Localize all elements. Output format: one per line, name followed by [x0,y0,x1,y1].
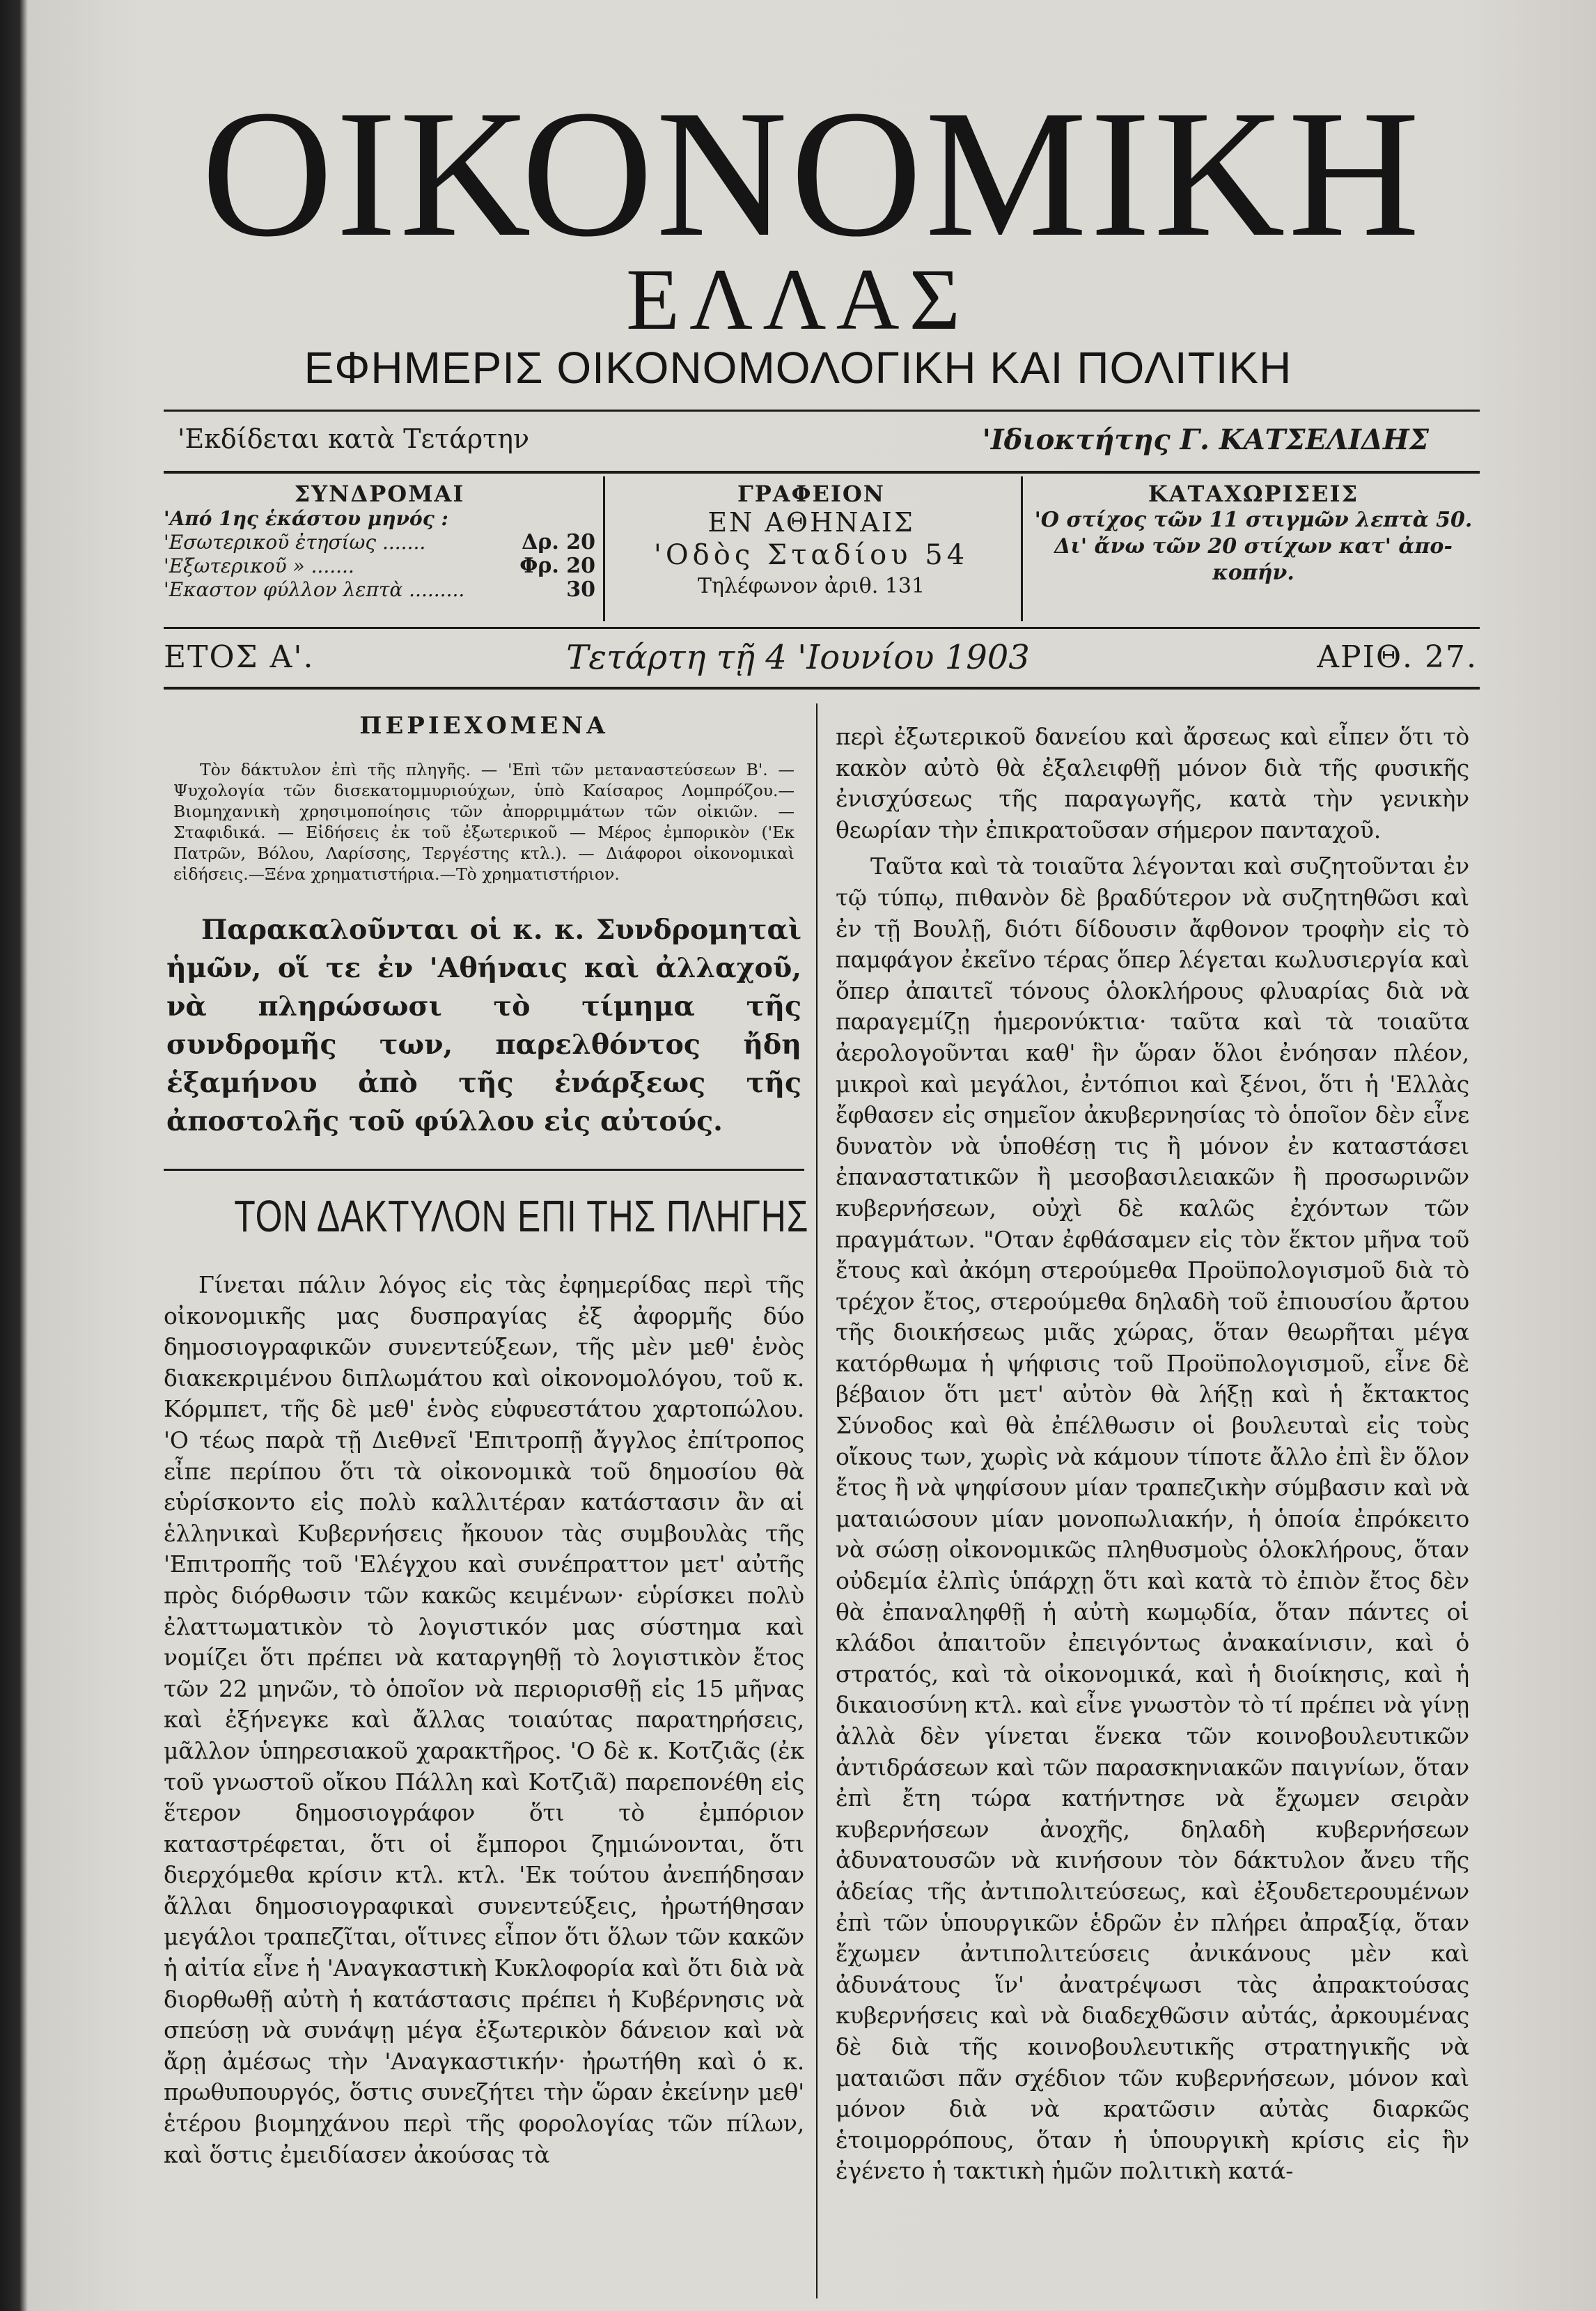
article-paragraph: περὶ ἐξωτερικοῦ δανείου καὶ ἄρσεως καὶ εἶπεν ὅτι τὸ κακὸν αὐτὸ θὰ ἐξαλειφθῇ μόνον διὰ τῆς φυσικῆς ἐνισχύσεως τῆς παραγωγῆς, κατὰ τὴν γενικὴν θεωρίαν τὴν ἐπικρατοῦσαν σήμερον πανταχοῦ. [836,723,1469,843]
contents-list: Τὸν δάκτυλον ἐπὶ τῆς πληγῆς. — 'Επὶ τῶν μεταναστεύσεων Β'. — Ψυχολογία τῶν δισεκατομμυριούχων, ὑπὸ Καίσαρος Λομπρόζου.—Βιομηχανικὴ χρησιμοποίησις τῶν ἀπορριμμάτων τῶν οἰκιῶν. — Σταφιδικά. — Εἰδήσεις ἐκ τοῦ ἐξωτερικοῦ — Μέρος ἐμπορικὸν ('Εκ Πατρῶν, Βόλου, Λαρίσσης, Τεργέστης κτλ.). — Διάφοροι οἰκονομικαὶ εἰδήσεις.—Ξένα χρηματιστήρια.—Τὸ χρηματιστήριον. [173,760,795,884]
article-paragraph: Γίνεται πάλιν λόγος εἰς τὰς ἐφημερίδας περὶ τῆς οἰκονομικῆς μας δυσπραγίας ἐξ ἀφορμῆς δύο δημοσιογραφικῶν συνεντεύξεων, τῆς μὲν μεθ' ἑνὸς διακεκριμένου διπλωμάτου καὶ οἰκονομολόγου, τοῦ κ. Κόρμπετ, τῆς δὲ μεθ' ἑνὸς εὐφυεστάτου χαρτοπώλου. 'Ο τέως παρὰ τῇ Διεθνεῖ 'Επιτροπῇ ἄγγλος ἐπίτροπος εἶπε περίπου ὅτι τὰ οἰκονομικὰ τοῦ δημοσίου θὰ εὑρίσκοντο εἰς πολὺ καλλιτέραν κατάστασιν ἂν αἱ ἑλληνικαὶ Κυβερνήσεις ἤκουον τὰς συμβουλὰς τῆς 'Επιτροπῆς τοῦ 'Ελέγχου καὶ συνέπραττον μετ' αὐτῆς πρὸς διόρθωσιν τῶν κακῶς κειμένων· εὑρίσκει πολὺ ἐλαττωματικὸν τὸ λογιστικόν μας σύστημα καὶ νομίζει ὅτι πρέπει νὰ καταργηθῇ τὸ λογιστικὸν ἔτος τῶν 22 μηνῶν, τὸ ὁποῖον νὰ περιορισθῇ εἰς 15 μῆνας καὶ ἐξήνεγκε καὶ ἄλλας τοιαύτας παρατηρήσεις, μᾶλλον ὑπηρεσιακοῦ χαρακτῆρος. 'Ο δὲ κ. Κοτζιᾶς (ἐκ τοῦ γνωστοῦ οἴκου Πάλλη καὶ Κοτζιᾶ) παρεπονέθη εἰς ἕτερον δημοσιογράφον ὅτι τὸ ἐμπόριον καταστρέφεται, ὅτι οἱ ἔμποροι ζημιώνονται, ὅτι διερχόμεθα κρίσιν κτλ. κτλ. 'Εκ τούτου ἀνεπήδησαν ἄλλαι δημοσιογραφικαὶ συνεντεύξεις, ἠρωτήθησαν μεγάλοι τραπεζῖται, οἵτινες εἶπον ὅτι ὅλων τῶν κακῶν ἡ αἰτία εἶνε ἡ 'Αναγκαστικὴ Κυκλοφορία καὶ ὅτι διὰ νὰ διορθωθῇ αὐτὴ ἡ κατάστασις πρέπει ἡ Κυβέρνησις νὰ σπεύσῃ νὰ συνάψῃ μέγα ἐξωτερικὸν δάνειον καὶ νὰ ἄρῃ ἀμέσως τὴν 'Αναγκαστικήν· ἠρωτήθη καὶ ὁ κ. πρωθυπουργός, ὅστις συνεζήτει τὴν ὥραν ἐκείνην μεθ' ἑτέρου βιομηχάνου περὶ τῆς φορολογίας τῶν πίλων, καὶ ὅστις ἐμειδίασεν ἀκούσας τὰ [164,1271,804,2168]
box-divider [1021,476,1023,621]
subscriptions-heading: ΣΥΝΔΡΟΜΑΙ [294,481,465,507]
office-heading: ΓΡΑΦΕΙΟΝ [737,481,885,507]
issue-number: ΑΡΙΘ. 27. [1317,639,1478,675]
subscription-label: 'Εκαστον φύλλον λεπτὰ ......... [164,578,465,601]
publication-owner: 'Ιδιοκτήτης Γ. ΚΑΤΣΕΛΙΔΗΣ [982,423,1429,456]
issue-year: ΕΤΟΣ Α'. [164,639,315,675]
ads-discount-cont: κοπήν. [1212,561,1294,585]
masthead-subtitle: ΕΛΛΑΣ [625,251,971,348]
left-column [164,712,809,2170]
masthead-tagline: ΕΦΗΜΕΡΙΣ ΟΙΚΟΝΟΜΟΛΟΓΙΚΗ ΚΑΙ ΠΟΛΙΤΙΚΗ [304,343,1292,393]
ads-rate: 'Ο στίχος τῶν 11 στιγμῶν λεπτὰ 50. [1034,508,1473,532]
subscriber-notice: Παρακαλοῦνται οἱ κ. κ. Συνδρομηταὶ ἡμῶν, οἵ τε ἐν 'Αθήναις καὶ ἀλλαχοῦ, νὰ πληρώσωσι τὸ τίμημα τῆς συνδρομῆς των, παρελθόντος ἤδη ἑξαμήνου ἀπὸ τῆς ἐνάρξεως τῆς ἀποστολῆς τοῦ φύλλου εἰς αὐτούς. [166,914,801,1137]
subscription-price: 30 [566,577,595,602]
subscription-price: Δρ. 20 [522,530,595,554]
header-rule-bottom [164,687,1480,690]
subscription-label: 'Εξωτερικοῦ » ....... [164,554,354,577]
article-title: ΤΟΝ ΔΑΚΤΥΛΟΝ ΕΠΙ ΤΗΣ ΠΛΗΓΗΣ [234,1191,809,1241]
ads-heading: ΚΑΤΑΧΩΡΙΣΕΙΣ [1148,481,1359,507]
office-phone: Τηλέφωνον ἀριθ. 131 [697,574,925,598]
office-city: ΕΝ ΑΘΗΝΑΙΣ [707,507,915,538]
box-divider [603,476,605,621]
article-paragraph: Ταῦτα καὶ τὰ τοιαῦτα λέγονται καὶ συζητοῦνται ἐν τῷ τύπῳ, πιθανὸν δὲ βραδύτερον νὰ συζητηθῶσι καὶ ἐν τῇ Βουλῇ, διότι δίδουσιν ἄφθονον τροφὴν εἰς τὸ παμφάγον ἐκεῖνο τέρας ὅπερ λέγεται κωλυσιεργία καὶ ὅπερ ἀπαιτεῖ τόνους ὁλοκλήρους φλυαρίας διὰ νὰ παραγεμίζῃ ἡμερονύκτια· ταῦτα καὶ τὰ τοιαῦτα ἀερολογοῦνται καθ' ἣν ὥραν ὅλοι ἐνόησαν πλέον, μικροὶ καὶ μεγάλοι, ἐντόπιοι καὶ ξένοι, ὅτι ἡ 'Ελλὰς ἔφθασεν εἰς σημεῖον ἀκυβερνησίας τὸ ὁποῖον δὲν εἶνε δυνατὸν νὰ ὑποθέσῃ τις ἢ μόνον ἐν καταστάσει ἐπαναστατικῶν ἢ μεσοβασιλειακῶν ἢ προσωρινῶν κυβερνήσεων, οὐχὶ δὲ καλῶς ἐχόντων τῶν πραγμάτων. "Οταν ἐφθάσαμεν εἰς τὸν ἕκτον μῆνα τοῦ ἔτους καὶ ἀκόμη στερούμεθα Προϋπολογισμοῦ διὰ τὸ τρέχον ἔτος, στερούμεθα δηλαδὴ τοῦ ἐπιουσίου ἄρτου τῆς διοικήσεως μιᾶς χώρας, ὅταν θεωρῆται μέγα κατόρθωμα ἡ ψήφισις τοῦ Προϋπολογισμοῦ, εἶνε δὲ βέβαιον ὅτι μετ' αὐτὸν θὰ λήξῃ καὶ ἡ ἔκτακτος Σύνοδος καὶ θὰ ἐπέλθωσιν οἱ βουλευταὶ εἰς τοὺς οἴκους των, χωρὶς νὰ κάμουν τίποτε ἄλλο ἐπὶ ἓν ὅλον ἔτος ἢ νὰ ψηφίσουν μίαν τραπεζικὴν σύμβασιν καὶ νὰ ματαιώσουν μίαν μονοπωλιακήν, ἡ ὁποία ἐπρόκειτο νὰ σώσῃ οἰκονομικῶς πληθυσμοὺς ὁλοκλήρους, ὅταν οὐδεμία ἐλπὶς ὑπάρχῃ ὅτι καὶ κατὰ τὸ ἐπιὸν ἔτος δὲν θὰ ἐπαναληφθῇ ἡ αὐτὴ κωμῳδία, ὅταν πάντες οἱ κλάδοι ἀπαιτοῦν ἐπειγόντως ἀνακαίνισιν, καὶ ὁ στρατός, καὶ τὰ οἰκονομικά, καὶ ἡ διοίκησις, καὶ ἡ δικαιοσύνη κτλ. καὶ εἶνε γνωστὸν τὸ τί πρέπει νὰ γίνῃ ἀλλὰ δὲν γίνεται ἕνεκα τῶν κοινοβουλευτικῶν ἀντιδράσεων καὶ τῶν παρασκηνιακῶν παιγνίων, ὅταν ἐπὶ ἔτη τώρα κατήντησε νὰ ἔχωμεν σειρὰν κυβερνήσεων ἀνοχῆς, δηλαδὴ κυβερνήσεων ἀδυνατουσῶν νὰ κινήσουν τὸν δάκτυλον ἄνευ τῆς ἀδείας τῆς ἀντιπολιτεύσεως, καὶ ἐξουδετερουμένων ἐπὶ τῶν ὑπουργικῶν ἑδρῶν ἐν πλήρει ἀπραξίᾳ, ὅταν ἔχωμεν ἀντιπολιτεύσεις ἀνικάνους μὲν καὶ ἀδυνάτους ἵν' ἀνατρέψωσι τὰς ἀπρακτούσας κυβερνήσεις καὶ νὰ διαδεχθῶσιν αὐτάς, ἀρκουμένας δὲ διὰ τῆς κοινοβουλευτικῆς στρατηγικῆς νὰ ματαιῶσι πᾶν σχέδιον τῶν κυβερνήσεων, μόνον καὶ μόνον διὰ νὰ κρατῶσιν αὐτὰς διαρκῶς ἑτοιμορρόπους, ὅταν ἡ ὑπουργικὴ κρίσις εἰς ἣν ἐγένετο ἡ τακτικὴ ἡμῶν πολιτικὴ κατά- [836,853,1469,2185]
office-box [613,481,1010,623]
header-rule-boxes [164,471,1480,474]
right-column [836,722,1469,2187]
subscriptions-box [164,481,595,623]
contents-heading: ΠΕΡΙΕΧΟΜΕΝΑ [359,712,609,740]
publication-schedule: 'Εκδίδεται κατὰ Τετάρτην [178,423,530,454]
ads-discount: Δι' ἄνω τῶν 20 στίχων κατ' ἀπο- [1054,534,1453,559]
office-street: 'Οδὸς Σταδίου 54 [653,539,969,571]
subscription-row [164,578,595,602]
masthead-title: ΟΙΚΟΝΟΜΙΚΗ [201,72,1423,274]
advertisements-box [1031,481,1476,623]
header-rule-issue [164,627,1480,629]
subscription-price: Φρ. 20 [519,554,595,578]
header-rule-top [164,410,1480,412]
subscriptions-intro: 'Από 1ης ἑκάστου μηνός : [164,507,448,530]
notice-rule [164,1169,804,1171]
subscription-row [164,554,595,578]
column-divider [816,703,817,2298]
issue-date: Τετάρτη τῇ 4 'Ιουνίου 1903 [566,638,1030,677]
subscription-label: 'Εσωτερικοῦ ἐτησίως ....... [164,531,426,554]
subscription-row [164,531,595,554]
